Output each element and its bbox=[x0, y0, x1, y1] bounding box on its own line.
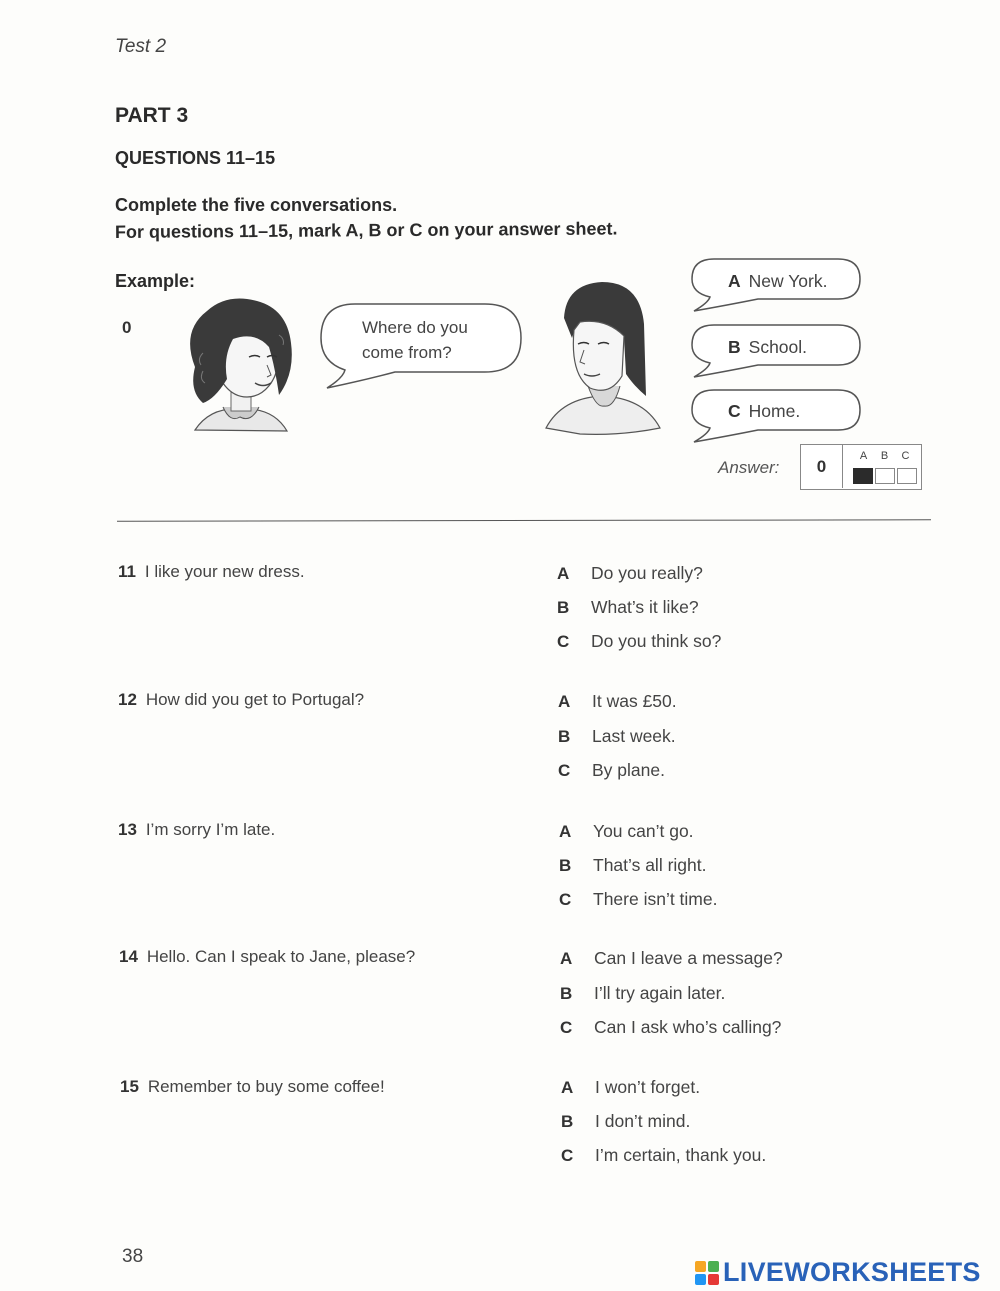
answer-number: 0 bbox=[801, 445, 843, 488]
choice-text: What’s it like? bbox=[591, 597, 699, 617]
option-c-text: Home. bbox=[748, 401, 801, 421]
choices-15 bbox=[561, 1071, 766, 1173]
choice-text: I’ll try again later. bbox=[594, 982, 726, 1003]
choice-b[interactable] bbox=[560, 977, 783, 1012]
answer-cell-b[interactable] bbox=[875, 468, 895, 484]
part-title: PART 3 bbox=[115, 104, 189, 127]
choice-b[interactable] bbox=[557, 591, 721, 625]
choice-text: There isn’t time. bbox=[593, 889, 718, 909]
choice-letter: B bbox=[561, 1112, 574, 1131]
choices-11 bbox=[557, 557, 721, 659]
page-number: 38 bbox=[122, 1246, 144, 1267]
answer-cell-a[interactable] bbox=[853, 468, 873, 484]
option-a-letter: A bbox=[728, 271, 741, 291]
choice-text: By plane. bbox=[592, 760, 665, 780]
question-text: Hello. Can I speak to Jane, please? bbox=[146, 947, 416, 966]
choice-a[interactable] bbox=[561, 1071, 766, 1105]
choice-a[interactable] bbox=[560, 942, 783, 977]
question-number: 12 bbox=[118, 690, 137, 709]
choice-text: I won’t forget. bbox=[595, 1077, 701, 1097]
choice-letter: C bbox=[561, 1146, 574, 1165]
choice-letter: B bbox=[560, 983, 573, 1003]
answer-letter-a: A bbox=[859, 450, 868, 462]
choice-text: Can I ask who’s calling? bbox=[594, 1017, 782, 1037]
question-11 bbox=[118, 562, 305, 582]
option-c bbox=[728, 401, 800, 422]
choice-letter: B bbox=[558, 726, 571, 746]
choice-letter: A bbox=[560, 949, 573, 968]
choice-letter: A bbox=[561, 1078, 574, 1097]
choice-b[interactable] bbox=[561, 1105, 766, 1139]
question-14 bbox=[119, 947, 415, 967]
choice-letter: A bbox=[557, 564, 570, 583]
answer-letters bbox=[853, 450, 919, 462]
choice-text: Do you really? bbox=[591, 563, 703, 583]
woman-illustration bbox=[540, 278, 665, 438]
option-b-text: School. bbox=[748, 337, 808, 357]
logo-tiles-icon bbox=[695, 1261, 719, 1285]
choice-c[interactable] bbox=[560, 1011, 783, 1046]
girl-illustration bbox=[175, 295, 305, 437]
example-label: Example: bbox=[115, 271, 196, 291]
option-b-letter: B bbox=[728, 337, 741, 357]
choice-letter: C bbox=[560, 1018, 573, 1037]
option-a bbox=[728, 271, 827, 292]
question-text: Remember to buy some coffee! bbox=[147, 1077, 385, 1096]
choice-text: You can’t go. bbox=[593, 821, 694, 841]
speech-line-1: Where do you bbox=[362, 318, 468, 337]
answer-letter-c: C bbox=[901, 450, 910, 462]
question-text: I’m sorry I’m late. bbox=[145, 820, 276, 839]
choice-letter: A bbox=[559, 822, 572, 841]
answer-label: Answer: bbox=[718, 458, 780, 477]
choice-letter: C bbox=[559, 890, 572, 909]
question-number: 15 bbox=[120, 1077, 139, 1096]
question-13 bbox=[118, 820, 275, 840]
answer-cells bbox=[853, 468, 919, 486]
choice-c[interactable] bbox=[561, 1139, 766, 1173]
answer-cell-c[interactable] bbox=[897, 468, 917, 484]
choice-text: Do you think so? bbox=[591, 631, 722, 651]
option-c-letter: C bbox=[728, 401, 741, 421]
question-number: 13 bbox=[118, 820, 137, 839]
choice-a[interactable] bbox=[559, 815, 717, 849]
example-number: 0 bbox=[122, 318, 132, 337]
choices-13 bbox=[559, 815, 717, 917]
question-number: 11 bbox=[118, 562, 136, 581]
option-b bbox=[728, 337, 807, 358]
test-label: Test 2 bbox=[115, 36, 167, 57]
choice-letter: C bbox=[558, 761, 571, 780]
choice-c[interactable] bbox=[558, 754, 677, 789]
choice-text: Last week. bbox=[592, 725, 676, 746]
choice-a[interactable] bbox=[558, 685, 677, 720]
choice-c[interactable] bbox=[559, 883, 717, 917]
choice-letter: A bbox=[558, 692, 571, 711]
section-divider bbox=[117, 519, 931, 521]
logo-text: LIVEWORKSHEETS bbox=[723, 1257, 981, 1287]
question-range: QUESTIONS 11–15 bbox=[115, 148, 276, 168]
question-12 bbox=[118, 690, 364, 710]
choice-text: It was £50. bbox=[592, 691, 677, 711]
choice-letter: C bbox=[557, 632, 570, 651]
choice-letter: B bbox=[559, 856, 572, 875]
instruction-line-1: Complete the five conversations. bbox=[115, 195, 398, 215]
answer-letter-b: B bbox=[880, 450, 889, 462]
choice-letter: B bbox=[557, 598, 570, 617]
liveworksheets-logo bbox=[695, 1257, 981, 1288]
choice-c[interactable] bbox=[557, 625, 721, 659]
choice-text: Can I leave a message? bbox=[594, 948, 783, 968]
choice-b[interactable] bbox=[558, 720, 677, 755]
speech-line-2: come from? bbox=[362, 343, 452, 362]
choice-text: I’m certain, thank you. bbox=[595, 1145, 767, 1165]
answer-box bbox=[800, 444, 922, 490]
choice-text: That’s all right. bbox=[593, 855, 707, 875]
question-number: 14 bbox=[119, 947, 138, 966]
choice-text: I don’t mind. bbox=[595, 1111, 691, 1131]
option-a-text: New York. bbox=[748, 271, 828, 291]
choices-14 bbox=[560, 942, 783, 1046]
question-text: I like your new dress. bbox=[144, 562, 305, 581]
choice-b[interactable] bbox=[559, 849, 717, 883]
choice-a[interactable] bbox=[557, 557, 721, 591]
instruction-line-2: For questions 11–15, mark A, B or C on your answer sheet. bbox=[114, 218, 618, 242]
question-15 bbox=[120, 1077, 385, 1097]
question-text: How did you get to Portugal? bbox=[145, 690, 365, 709]
speech-text bbox=[362, 315, 512, 365]
choices-12 bbox=[558, 685, 677, 789]
